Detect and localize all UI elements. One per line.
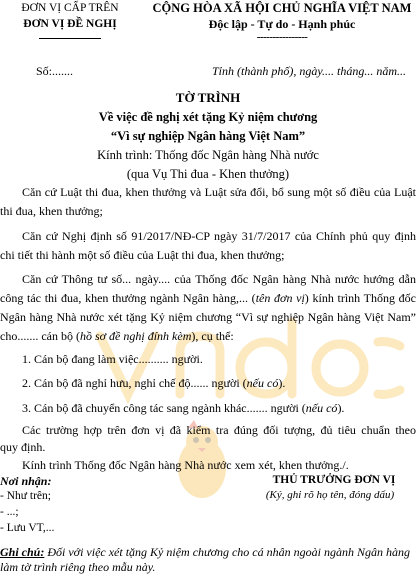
national-motto: Độc lập - Tự do - Hạnh phúc [208, 17, 356, 31]
if-any-note: nếu có [305, 401, 338, 415]
list-item: 1. Cán bộ đang làm việc.......... người. [22, 352, 203, 366]
national-motto-header [148, 0, 416, 45]
signature-title: THỦ TRƯỞNG ĐƠN VỊ [272, 474, 396, 486]
list-item [22, 401, 344, 416]
text-run: ), cụ thể: [191, 329, 234, 343]
paragraph-line-continued: thi đua, khen thưởng; [0, 204, 103, 218]
recipient-item: - Lưu VT,... [0, 522, 55, 534]
proposing-unit-label: ĐƠN VỊ ĐỀ NGHỊ [23, 18, 117, 30]
text-run: ). [337, 401, 345, 415]
document-number: Số:....... [36, 64, 74, 78]
text-run: ) kính trình Thống đốc [304, 291, 416, 305]
issuing-unit-header [0, 0, 140, 39]
list-item [22, 376, 285, 391]
paragraph-line-continued: quy định. [0, 440, 46, 454]
text-run: cho....... cán bộ ( [0, 329, 80, 343]
addressee-via: (qua Vụ Thi đua - Khen thưởng) [126, 167, 290, 181]
text-run: ). [278, 376, 286, 390]
header-divider [39, 38, 101, 39]
paragraph-line: Căn cứ Luật thi đua, khen thưởng và Luật sửa đổi, bổ sung một số điều của Luật [22, 185, 416, 199]
paragraph-line: Căn cứ Nghị định số 91/2017/NĐ-CP ngày 31/7/2017 của Chính phủ quy định [22, 229, 416, 243]
paragraph-line: Ngân hàng Nhà nước xét tặng Kỷ niệm chương “Vì sự nghiệp Ngân hàng Việt Nam” [0, 310, 416, 324]
footnote-label: Ghi chú: [0, 545, 45, 559]
paragraph-line: Các trường hợp trên đơn vị đã kiểm tra đúng đối tượng, đủ tiêu chuẩn theo [22, 423, 416, 437]
paragraph-line-continued [0, 308, 416, 327]
footnote [0, 545, 416, 575]
recipient-item: - Như trên; [0, 490, 51, 502]
unit-name-placeholder: tên đơn vị [255, 291, 305, 305]
country-name: CỘNG HÒA XÃ HỘI CHỦ NGHĨA VIỆT NAM [152, 1, 412, 15]
footnote-text: Đối với việc xét tặng Kỷ niệm chương cho cá nhân ngoài ngành Ngân hàng làm tờ trình riêng theo mẫu này. [0, 545, 410, 574]
document-title: TỜ TRÌNH [175, 90, 241, 105]
parent-unit-label: ĐƠN VỊ CẤP TRÊN [21, 2, 119, 14]
paragraph-line: Căn cứ Thông tư số... ngày.... của Thống đốc Ngân hàng Nhà nước hướng dẫn [22, 272, 416, 286]
text-run: 2. Cán bộ đã nghỉ hưu, nghỉ chế độ...... người ( [22, 376, 247, 390]
paragraph-legal-basis-2 [0, 227, 416, 246]
addressee: Kính trình: Thống đốc Ngân hàng Nhà nước [97, 148, 319, 162]
medal-name: “Vì sự nghiệp Ngân hàng Việt Nam” [110, 129, 306, 143]
paragraph-line-continued [0, 327, 416, 346]
paragraph-legal-basis-3 [0, 270, 416, 289]
if-any-note: nếu có [246, 376, 279, 390]
closing-request: Kính trình Thống đốc Ngân hàng Nhà nước xem xét, khen thưởng./. [22, 458, 349, 472]
document-title-block [0, 88, 416, 184]
place-date: Tỉnh (thành phố), ngày.... tháng... năm... [212, 64, 406, 78]
paragraph-line-continued [0, 289, 416, 308]
signature-instruction: (Ký, ghi rõ họ tên, đóng dấu) [265, 489, 395, 501]
paragraph-line-continued: chi tiết thi hành một số điều của Luật thi đua, khen thưởng; [0, 248, 285, 262]
recipients-label: Nơi nhận: [0, 474, 52, 488]
text-run: 3. Cán bộ đã chuyển công tác sang ngành khác....... người ( [22, 401, 306, 415]
paragraph-line [0, 289, 416, 308]
motto-underline: ---------------- [256, 31, 308, 43]
document-subject: Về việc đề nghị xét tặng Kỷ niệm chương [98, 110, 318, 124]
text-run: công tác thi đua, khen thưởng ngành Ngân hàng,... ( [0, 291, 256, 305]
recipient-item: - ...; [0, 506, 19, 518]
attachment-note: hồ sơ đề nghị đính kèm [79, 329, 192, 343]
paragraph-legal-basis-1 [0, 183, 416, 202]
